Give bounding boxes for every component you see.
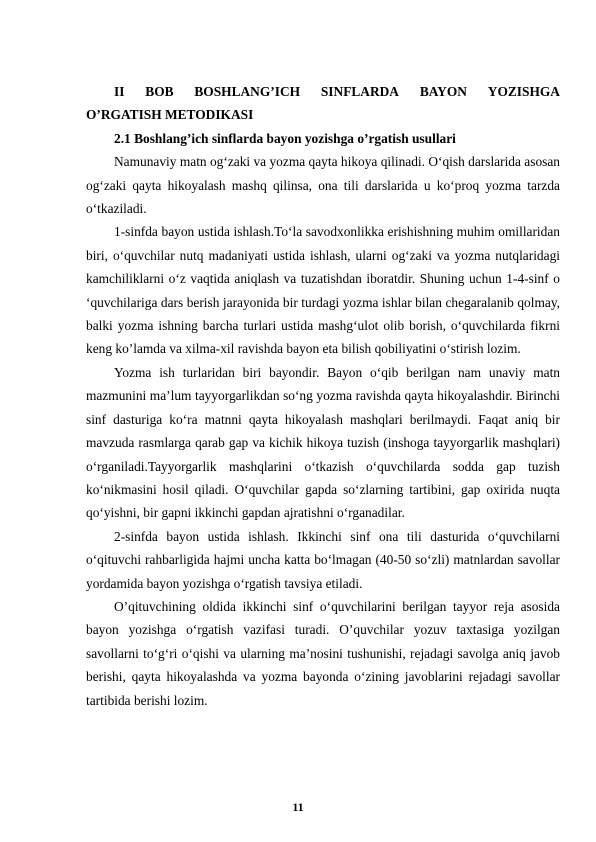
paragraph: O’qituvchining oldida ikkinchi sinf o‘quvchilarini berilgan tayyor reja asosida bayon yozishga o‘rgatish vazifasi turadi. O’quvchilar yozuv taxtasiga yozilgan savollarni to‘g‘ri o‘qishi va ularning ma’nosini tushunishi, rejadagi savolga aniq javob berishi, qayta hikoyalashda va yozma bayonda o‘zining javoblarini rejadagi savollar tartibida berishi lozim. bbox=[86, 598, 560, 708]
chapter-word: BOB bbox=[145, 84, 174, 99]
paragraph: 1-sinfda bayon ustida ishlash.To‘la savodxonlikka erishishning muhim omillaridan biri, o‘quvchilar nutq madaniyati ustida ishlash, ularni og‘zaki va yozma nutqlaridagi kamchiliklarni o‘z vaqtida aniqlash va tuzatishdan iboratdir. Shuning uchun 1-4-sinf o ‘quvchilariga dars berish jarayonida bir turdagi yozma ishlar bilan chegaralanib qolmay, balki yozma ishning barcha turlari ustida mashg‘ulot olib borish, o‘quvchilarda fikrni keng ko’lamda va xilma-xil ravishda bayon eta bilish qobiliyatini o‘stirish lozim. bbox=[86, 224, 560, 357]
chapter-word: SINFLARDA bbox=[320, 84, 399, 99]
paragraph: 2-sinfda bayon ustida ishlash. Ikkinchi sinf ona tili dasturida o‘quvchilarni o‘qituvchi rahbarligida hajmi uncha katta bo‘lmagan (40-50 so‘zli) matnlardan savollar yordamida bayon yozishga o‘rgatish tavsiya etiladi. bbox=[86, 528, 560, 591]
page-number: 11 bbox=[292, 800, 304, 814]
paragraph: Yozma ish turlaridan biri bayondir. Bayon o‘qib berilgan nam unaviy matn mazmunini ma’lum tayyorgarlikdan so‘ng yozma ravishda qayta hikoyalashdir. Birinchi sinf dasturiga ko‘ra matnni qayta hikoyalash mashqlari berilmaydi. Faqat aniq bir mavzuda rasmlarga qarab gap va kichik hikoya tuzish (inshoga tayyorgarlik mashqlari) o‘rganiladi.Tayyorgarlik mashqlarini o‘tkazish o‘quvchilarda sodda gap tuzish ko‘nikmasini hosil qiladi. O‘quvchilar gapda so‘zlarning tartibini, gap oxirida nuqta qo‘yishni, bir gapni ikkinchi gapdan ajratishni o‘rganadilar. bbox=[86, 364, 560, 521]
paragraph: Namunaviy matn og‘zaki va yozma qayta hikoya qilinadi. O‘qish darslarida asosan og‘zaki qayta hikoyalash mashq qilinsa, ona tili darslarida u ko‘proq yozma tarzda o‘tkaziladi. bbox=[86, 154, 560, 217]
chapter-title-line2: O’RGATISH METODIKASI bbox=[86, 107, 254, 123]
chapter-title-line1 bbox=[86, 80, 560, 103]
section-title: 2.1 Boshlang’ich sinflarda bayon yozishga o’rgatish usullari bbox=[114, 130, 456, 146]
chapter-word: YOZISHGA bbox=[487, 84, 560, 99]
chapter-word: BOSHLANG’ICH bbox=[194, 84, 301, 99]
chapter-word: II bbox=[114, 84, 125, 99]
page-content bbox=[86, 80, 560, 712]
chapter-word: BAYON bbox=[419, 84, 467, 99]
